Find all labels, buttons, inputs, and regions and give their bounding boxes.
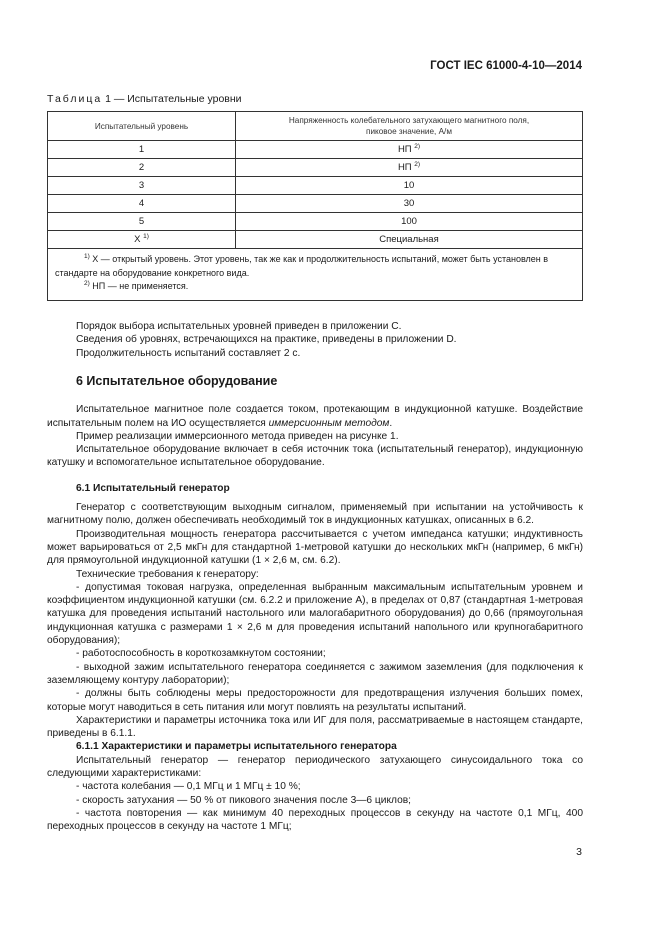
note-mark: 2) xyxy=(84,280,90,287)
paragraph: Испытательное оборудование включает в себя источник тока (испытательный генератор), индукционную катушку и вспомогательное испытательное оборудование. xyxy=(47,444,583,469)
table-row xyxy=(48,195,583,213)
table-note-1 xyxy=(55,253,575,280)
value-cell xyxy=(236,195,583,213)
paragraph: Сведения об уровнях, встречающихся на практике, приведены в приложении D. xyxy=(76,334,457,346)
table-note-2 xyxy=(55,280,575,294)
value-footnote-mark: 2) xyxy=(414,143,421,150)
table-row xyxy=(48,159,583,177)
page-number: 3 xyxy=(576,846,582,858)
paragraph: Технические требования к генератору: xyxy=(76,568,259,580)
field-value: 10 xyxy=(403,180,415,191)
note-mark: 1) xyxy=(84,253,90,260)
table-caption xyxy=(47,93,242,105)
list-item: - скорость затухания — 50 % от пикового значения после 3—6 циклов; xyxy=(76,794,411,806)
header-field-strength-line2: пиковое значение, А/м xyxy=(366,127,452,136)
subsection-title: 6.1 Испытательный генератор xyxy=(76,482,230,494)
value-cell xyxy=(236,231,583,249)
level-cell xyxy=(48,231,236,249)
level-value: 4 xyxy=(138,198,145,209)
subsubsection-title: 6.1.1 Характеристики и параметры испытательного генератора xyxy=(76,741,397,753)
paragraph: Производительная мощность генератора рассчитывается с учетом импеданса катушки; индуктивность может варьироваться от 2,5 мкГн для стандартной 1-метровой катушки до нескольких мкГн (например, 6 мкГн) для прямоугольной индукционной катушки (1 × 2,6 м, см. 6.2). xyxy=(47,528,583,567)
paragraph: Испытательный генератор — генератор периодического затухающего синусоидального тока со следующими характеристиками: xyxy=(47,754,583,780)
field-value: 100 xyxy=(401,216,417,227)
section-title: 6 Испытательное оборудование xyxy=(76,374,278,388)
table-header-row xyxy=(48,112,583,141)
table-row xyxy=(48,213,583,231)
value-footnote-mark: 2) xyxy=(414,161,421,168)
table-row xyxy=(48,177,583,195)
header-test-level: Испытательный уровень xyxy=(48,112,236,141)
table-row xyxy=(48,231,583,249)
paragraph: Характеристики и параметры источника тока или ИГ для поля, рассматриваемые в настоящем стандарте, приведены в 6.1.1. xyxy=(47,714,583,740)
table-notes-row xyxy=(48,249,583,301)
test-levels-table xyxy=(47,111,583,301)
list-item: - частота колебания — 0,1 МГц и 1 МГц ± 10 %; xyxy=(76,781,301,793)
after-table-text xyxy=(47,320,583,360)
value-cell xyxy=(236,177,583,195)
paragraph: Порядок выбора испытательных уровней приведен в приложении С. xyxy=(76,321,402,332)
field-value: 30 xyxy=(403,198,415,209)
level-value: 5 xyxy=(138,216,145,227)
level-value: 3 xyxy=(138,180,145,191)
table-caption-word: Таблица xyxy=(47,93,103,105)
field-value: НП xyxy=(397,162,412,173)
level-value: X xyxy=(134,234,141,245)
field-value: Специальная xyxy=(379,234,439,245)
table-caption-title: 1 — Испытательные уровни xyxy=(102,93,242,105)
list-item: - работоспособность в короткозамкнутом состоянии; xyxy=(76,648,326,660)
list-item: - частота повторения — как минимум 40 переходных процессов в секунду на частоте 0,1 МГц, 400 переходных процессов в секунду на частоте 1 МГц; xyxy=(47,807,583,833)
level-cell xyxy=(48,195,236,213)
level-cell xyxy=(48,213,236,231)
document-header: ГОСТ IEC 61000-4-10—2014 xyxy=(430,60,582,72)
paragraph-text: Испытательное магнитное поле создается током, протекающим в индукционной катушке. Воздействие испытательным полем на ИО осуществляется xyxy=(47,404,583,429)
note-text: X — открытый уровень. Этот уровень, так же как и продолжительность испытаний, может быть установлен в стандарте на оборудование конкретного вида. xyxy=(55,254,549,278)
list-item: - должны быть соблюдены меры предосторожности для предотвращения излучения больших помех, которые могут наводиться в сеть питания или могут повлиять на результаты испытаний. xyxy=(47,688,583,713)
level-value: 2 xyxy=(138,162,145,173)
field-value: НП xyxy=(397,144,412,155)
paragraph: Пример реализации иммерсионного метода приведен на рисунке 1. xyxy=(76,430,399,442)
paragraph-text: . xyxy=(389,417,393,429)
level-footnote-mark: 1) xyxy=(143,233,149,240)
table-row xyxy=(48,141,583,159)
value-cell xyxy=(236,159,583,177)
list-item: - выходной зажим испытательного генератора соединяется с зажимом заземления (для подключения к заземляющему контуру лаборатории); xyxy=(47,661,583,686)
table-notes xyxy=(48,249,583,301)
paragraph: Генератор с соответствующим выходным сигналом, применяемый при испытании на устойчивость к магнитному полю, должен обеспечивать необходимый ток в индукционных катушках, описанных в 6.2. xyxy=(47,502,583,527)
paragraph xyxy=(47,403,583,430)
level-value: 1 xyxy=(138,144,145,155)
list-item: - допустимая токовая нагрузка, определенная выбранным максимальным испытательным уровнем и коэффициентом индукционной катушки (см. 6.2.2 и приложение А), в пределах от 0,87 (стандартная 1-метровая катушка для проведения испытаний настольного или малогабаритного оборудования) до 0,66 (прямоугольная индукционная катушка с размерами 1 × 2,6 м для проведения испытаний напольного или крупногабаритного оборудования); xyxy=(47,581,583,647)
level-cell xyxy=(48,159,236,177)
level-cell xyxy=(48,177,236,195)
emphasis-text: иммерсионным методом xyxy=(268,417,390,429)
header-field-strength xyxy=(236,112,583,141)
section-6 xyxy=(47,375,583,834)
paragraph: Продолжительность испытаний составляет 2 с. xyxy=(76,347,301,359)
value-cell xyxy=(236,213,583,231)
header-field-strength-line1: Напряженность колебательного затухающего магнитного поля, xyxy=(288,116,530,125)
note-text: НП — не применяется. xyxy=(89,281,189,291)
value-cell xyxy=(236,141,583,159)
level-cell xyxy=(48,141,236,159)
